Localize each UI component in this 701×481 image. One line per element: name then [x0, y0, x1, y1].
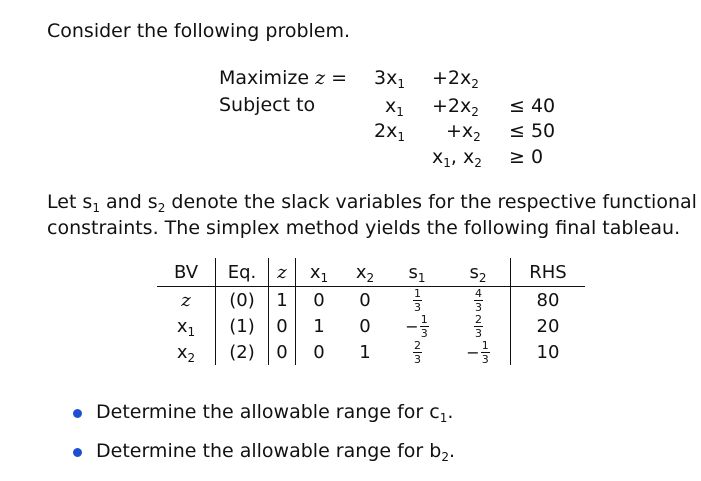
nonnegativity-vars: $x_1$, $x_2$	[432, 146, 482, 170]
row-2-rhs: 10	[536, 341, 560, 363]
row-1-eq: (1)	[216, 313, 269, 339]
row-2-eq: (2)	[216, 339, 269, 365]
subject-to-label: Subject to	[219, 94, 316, 116]
row-2-s2: − $\frac{1}{3}$	[446, 339, 511, 365]
tableau-row	[157, 313, 585, 339]
tableau-header-row	[157, 258, 585, 287]
row-2-x2: 1	[359, 341, 371, 363]
row-2-s1: $\frac{2}{3}$	[414, 338, 421, 366]
nonneg-b: 0	[530, 146, 544, 168]
row-0-s2: $\frac{4}{3}$	[446, 287, 511, 314]
constraint-2-op: ≤	[509, 120, 525, 142]
row-0-eq: (0)	[216, 287, 269, 314]
nonnegativity-rhs	[509, 148, 543, 167]
constraint-2-coef-1: 2	[374, 120, 387, 142]
row-1-x1: 1	[313, 315, 325, 337]
constraint-1-x2: $+2x_2$	[432, 95, 479, 119]
row-2-x1: 0	[313, 341, 325, 363]
constraint-1-op: ≤	[509, 95, 525, 117]
description-line-1: Let $s_1$ and $s_2$ denote the slack variables for the respective functional	[47, 191, 697, 215]
row-0-z: 1	[269, 287, 296, 314]
simplex-tableau	[157, 258, 585, 365]
row-1-s2: $\frac{2}{3}$	[446, 313, 511, 339]
tableau-row	[157, 339, 585, 365]
intro-text: Consider the following problem.	[47, 20, 351, 42]
objective-coef-1: 3	[374, 67, 387, 89]
constraint-2-x2: $+x_2$	[446, 120, 481, 144]
row-1-z: 0	[269, 313, 296, 339]
row-2-bv: $x_2$	[157, 339, 216, 365]
description-line-2: constraints. The simplex method yields the following final tableau.	[47, 217, 681, 239]
header-x1: $x_1$	[296, 258, 343, 287]
row-0-x1: 0	[313, 289, 325, 311]
task-2: Determine the allowable range for $b_2$.	[96, 440, 455, 464]
row-0-s1: $\frac{1}{3}$	[414, 286, 421, 314]
header-z: z	[269, 258, 296, 287]
row-0-bv: z	[157, 287, 216, 314]
maximize-label: Maximize z =	[219, 67, 348, 89]
constraint-2-x1: $2x_1$	[374, 120, 405, 144]
nonneg-op: ≥	[509, 146, 525, 168]
row-0-x2: 0	[359, 289, 371, 311]
maximize-word: Maximize	[219, 67, 310, 89]
constraint-1-coef-2: +2	[432, 95, 461, 117]
row-0-rhs: 80	[536, 289, 560, 311]
tableau-row	[157, 287, 585, 314]
constraint-1-rhs	[509, 97, 555, 116]
constraint-2-rhs	[509, 122, 555, 141]
objective-term-x1: $3x_1$	[374, 67, 405, 91]
constraint-2-coef-2: +	[446, 120, 462, 142]
bullet-icon	[73, 409, 82, 418]
header-eq: Eq.	[216, 258, 269, 287]
row-2-z: 0	[269, 339, 296, 365]
row-1-x2: 0	[359, 315, 371, 337]
bullet-icon	[73, 448, 82, 457]
row-1-s1: − $\frac{1}{3}$	[405, 312, 428, 340]
header-x2: $x_2$	[342, 258, 388, 287]
objective-coef-2: +2	[432, 67, 461, 89]
constraint-2-b: 50	[530, 120, 556, 142]
header-s2: $s_2$	[446, 258, 511, 287]
objective-term-x2: $+2x_2$	[432, 67, 479, 91]
row-1-bv: $x_1$	[157, 313, 216, 339]
constraint-1-x1: $x_1$	[385, 95, 404, 119]
constraint-1-b: 40	[530, 95, 556, 117]
header-s1: $s_1$	[388, 258, 446, 287]
header-rhs: RHS	[511, 258, 586, 287]
row-1-rhs: 20	[536, 315, 560, 337]
task-1: Determine the allowable range for $c_1$.	[96, 401, 454, 425]
header-bv: BV	[157, 258, 216, 287]
